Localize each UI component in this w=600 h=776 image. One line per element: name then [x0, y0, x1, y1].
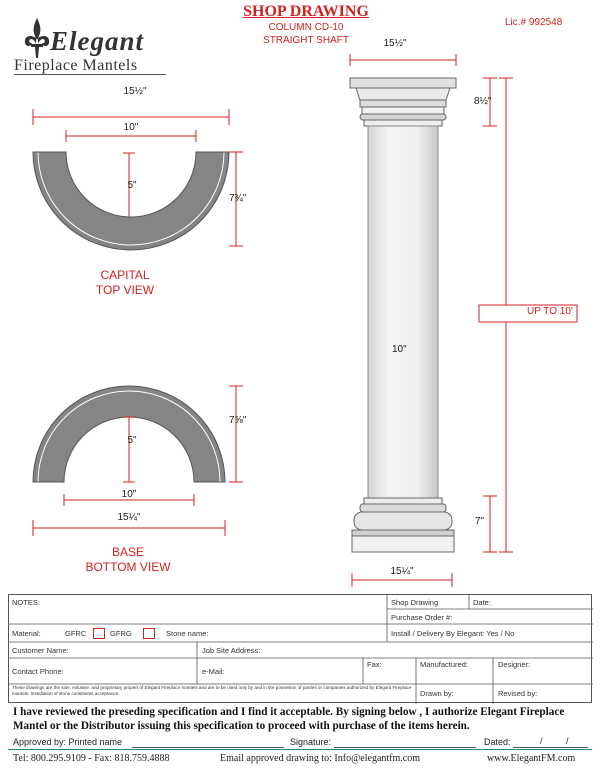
column-model: COLUMN CD-10	[268, 22, 344, 33]
purchase-order-field[interactable]: Purchase Order #:	[391, 613, 453, 622]
column-shaft-dia-dim: 10"	[392, 344, 407, 355]
base-label-line1: BASE	[111, 545, 144, 559]
manufactured-field[interactable]: Manufactured:	[420, 660, 468, 669]
gfrg-checkbox[interactable]	[143, 628, 155, 639]
base-inner-dim: 10"	[121, 489, 137, 500]
base-height-dim: 7⅝"	[229, 415, 247, 426]
material-label: Material:	[12, 629, 41, 638]
logo-rule	[14, 74, 166, 75]
gfrc-label: GFRC	[65, 629, 87, 638]
stone-name-field[interactable]: Stone name:	[166, 629, 209, 638]
customer-name-field[interactable]: Customer Name:	[12, 646, 69, 655]
date-slash-2: /	[566, 736, 569, 746]
logo-wordmark: Elegant	[50, 26, 145, 56]
shaft-type: STRAIGHT SHAFT	[263, 35, 349, 46]
column-total-height-dim: UP TO 10'	[527, 306, 573, 317]
base-view-label	[78, 545, 178, 575]
license-number: Lic.# 992548	[505, 17, 563, 28]
capital-height-dim: 7¾"	[229, 193, 247, 204]
approved-by-line[interactable]	[132, 747, 284, 748]
fax-field[interactable]: Fax:	[367, 660, 382, 669]
dated-label: Dated:	[484, 737, 511, 747]
footer-phone: Tel: 800.295.9109 - Fax: 818.759.4888	[13, 753, 170, 764]
gfrc-checkbox[interactable]	[93, 628, 105, 639]
date-field[interactable]: Date:	[473, 598, 491, 607]
info-form	[8, 594, 592, 703]
footer-website[interactable]: www.ElegantFM.com	[487, 753, 576, 764]
base-label-line2: BOTTOM VIEW	[85, 560, 171, 574]
legal-notice: These drawings are the sole, exlusive, and proprietary propert of Elegant Fireplace mantels and are to be used only by and in the possesion of parties or companies authorized by Elegant Fireplace mantels. Installation of stone constitutes acceptance.	[12, 685, 412, 696]
capital-depth-dim: 5"	[127, 180, 137, 191]
date-slash-1: /	[540, 736, 543, 746]
shop-drawing-label: Shop Drawing	[391, 598, 439, 607]
signature-line[interactable]	[334, 747, 476, 748]
base-width-dim: 15¼"	[117, 512, 141, 523]
install-delivery-field[interactable]: Install / Delivery By Elegant: Yes / No	[391, 629, 515, 638]
email-field[interactable]: e-Mail:	[202, 667, 225, 676]
base-depth-dim: 5"	[127, 435, 137, 446]
signature-label: Signature:	[290, 737, 332, 747]
drawn-by-field[interactable]: Drawn by:	[420, 689, 454, 698]
contact-phone-field[interactable]: Contact Phone:	[12, 667, 64, 676]
job-site-address-field[interactable]: Job Site Address:	[202, 646, 261, 655]
notes-label: NOTES:	[12, 598, 40, 607]
designer-field[interactable]: Designer:	[498, 660, 531, 669]
capital-width-dim: 15½"	[123, 86, 147, 97]
column-base-height-dim: 7"	[475, 516, 485, 527]
column-bottom-width-dim: 15¼"	[390, 566, 414, 577]
logo-tagline: Fireplace Mantels	[14, 57, 138, 74]
capital-inner-dim: 10"	[123, 122, 139, 133]
review-statement: I have reviewed the preseding specification and I find it acceptable. By signing below , I authorize Elegant Fireplace Mantel or the Distributor issuing this specification to proceed with purchase of the items herein.	[13, 706, 565, 732]
revised-by-field[interactable]: Revised by:	[498, 689, 538, 698]
capital-label-line1: CAPITAL	[100, 268, 150, 282]
footer-email[interactable]: Email approved drawing to: Info@elegantfm.com	[220, 753, 420, 764]
capital-label-line2: TOP VIEW	[95, 283, 155, 297]
gfrg-label: GFRG	[110, 629, 132, 638]
footer-rule	[8, 749, 592, 750]
fleur-de-lis-icon	[22, 16, 52, 60]
capital-view-label	[80, 268, 170, 298]
approved-by-label: Approved by: Printed name	[13, 737, 123, 747]
dated-line[interactable]	[513, 747, 588, 748]
column-top-width-dim: 15½"	[383, 38, 407, 49]
column-cap-height-dim: 8½"	[474, 96, 492, 107]
page-title: SHOP DRAWING	[243, 3, 369, 20]
